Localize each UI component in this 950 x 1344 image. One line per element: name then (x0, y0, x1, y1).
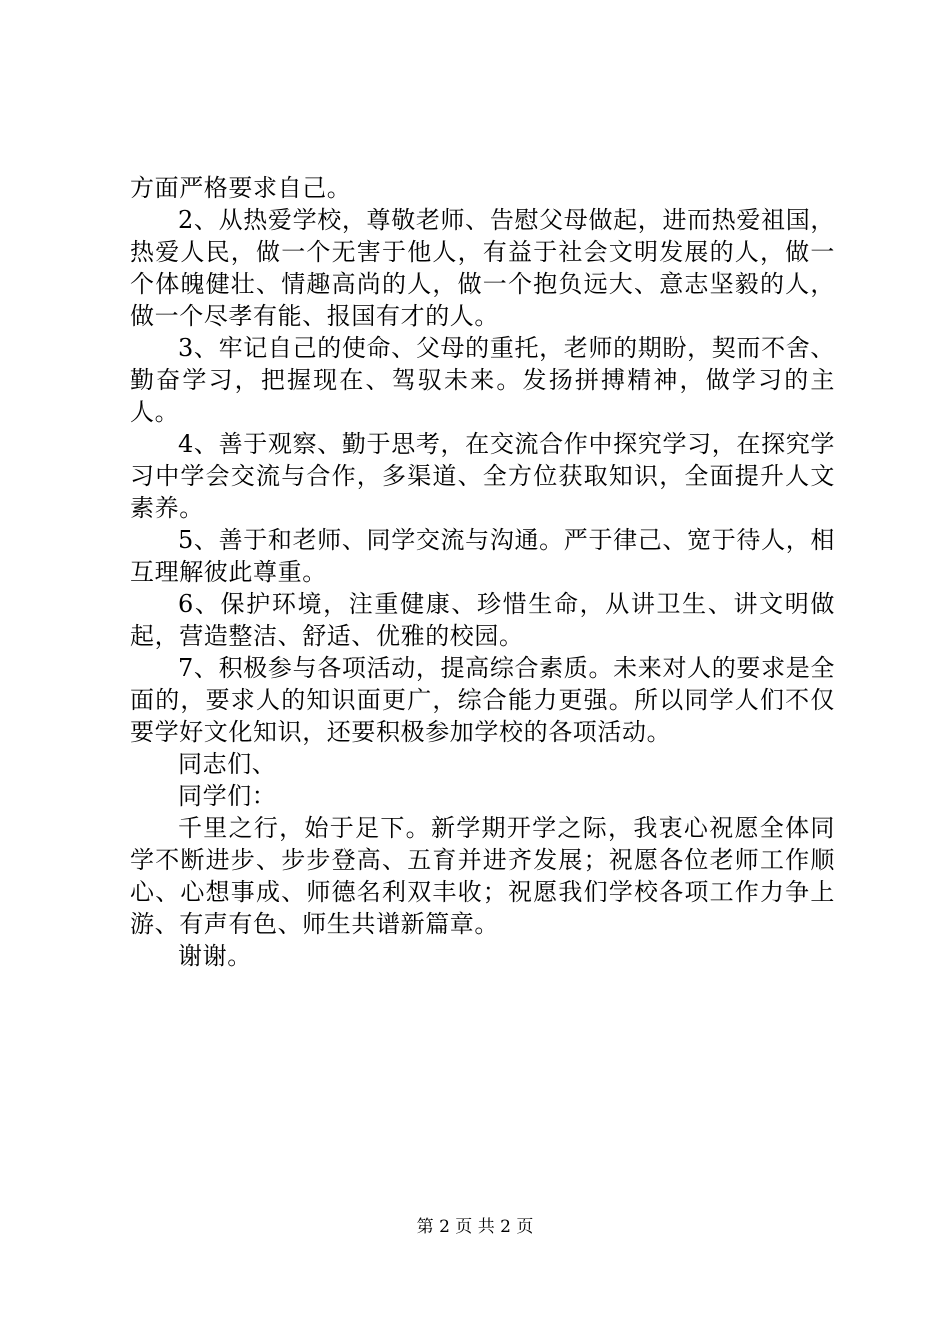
paragraph-thanks: 谢谢。 (178, 942, 252, 970)
paragraph-closing-wishes: 千里之行，始于足下。新学期开学之际，我衷心祝愿全体同学不断进步、步步登高、五育并进齐发展；祝愿各位老师工作顺心、心想事成、师德名利双丰收；祝愿我们学校各项工作力争上游、有声有色、师生共谱新篇章。 (130, 814, 835, 938)
paragraph-item-4: 4、善于观察、勤于思考，在交流合作中探究学习，在探究学习中学会交流与合作，多渠道、全方位获取知识，全面提升人文素养。 (130, 430, 835, 522)
paragraph-continuation: 方面严格要求自己。 (130, 174, 352, 202)
paragraph-item-6: 6、保护环境，注重健康、珍惜生命，从讲卫生、讲文明做起，营造整洁、舒适、优雅的校园。 (130, 590, 835, 650)
salutation-students: 同学们： (178, 782, 277, 810)
paragraph-item-3: 3、牢记自己的使命、父母的重托，老师的期盼，契而不舍、勤奋学习，把握现在、驾驭未来。发扬拼搏精神，做学习的主人。 (130, 334, 835, 426)
paragraph-item-7: 7、积极参与各项活动，提高综合素质。未来对人的要求是全面的，要求人的知识面更广，综合能力更强。所以同学人们不仅要学好文化知识，还要积极参加学校的各项活动。 (130, 654, 835, 746)
document-body (130, 172, 835, 972)
paragraph-item-2: 2、从热爱学校，尊敬老师、告慰父母做起，进而热爱祖国，热爱人民，做一个无害于他人，有益于社会文明发展的人，做一个体魄健壮、情趣高尚的人，做一个抱负远大、意志坚毅的人，做一个尽孝有能、报国有才的人。 (130, 206, 835, 330)
page-number-footer: 第 2 页 共 2 页 (416, 1217, 534, 1237)
paragraph-item-5: 5、善于和老师、同学交流与沟通。严于律己、宽于待人，相互理解彼此尊重。 (130, 526, 835, 586)
salutation-comrades: 同志们、 (178, 750, 277, 778)
